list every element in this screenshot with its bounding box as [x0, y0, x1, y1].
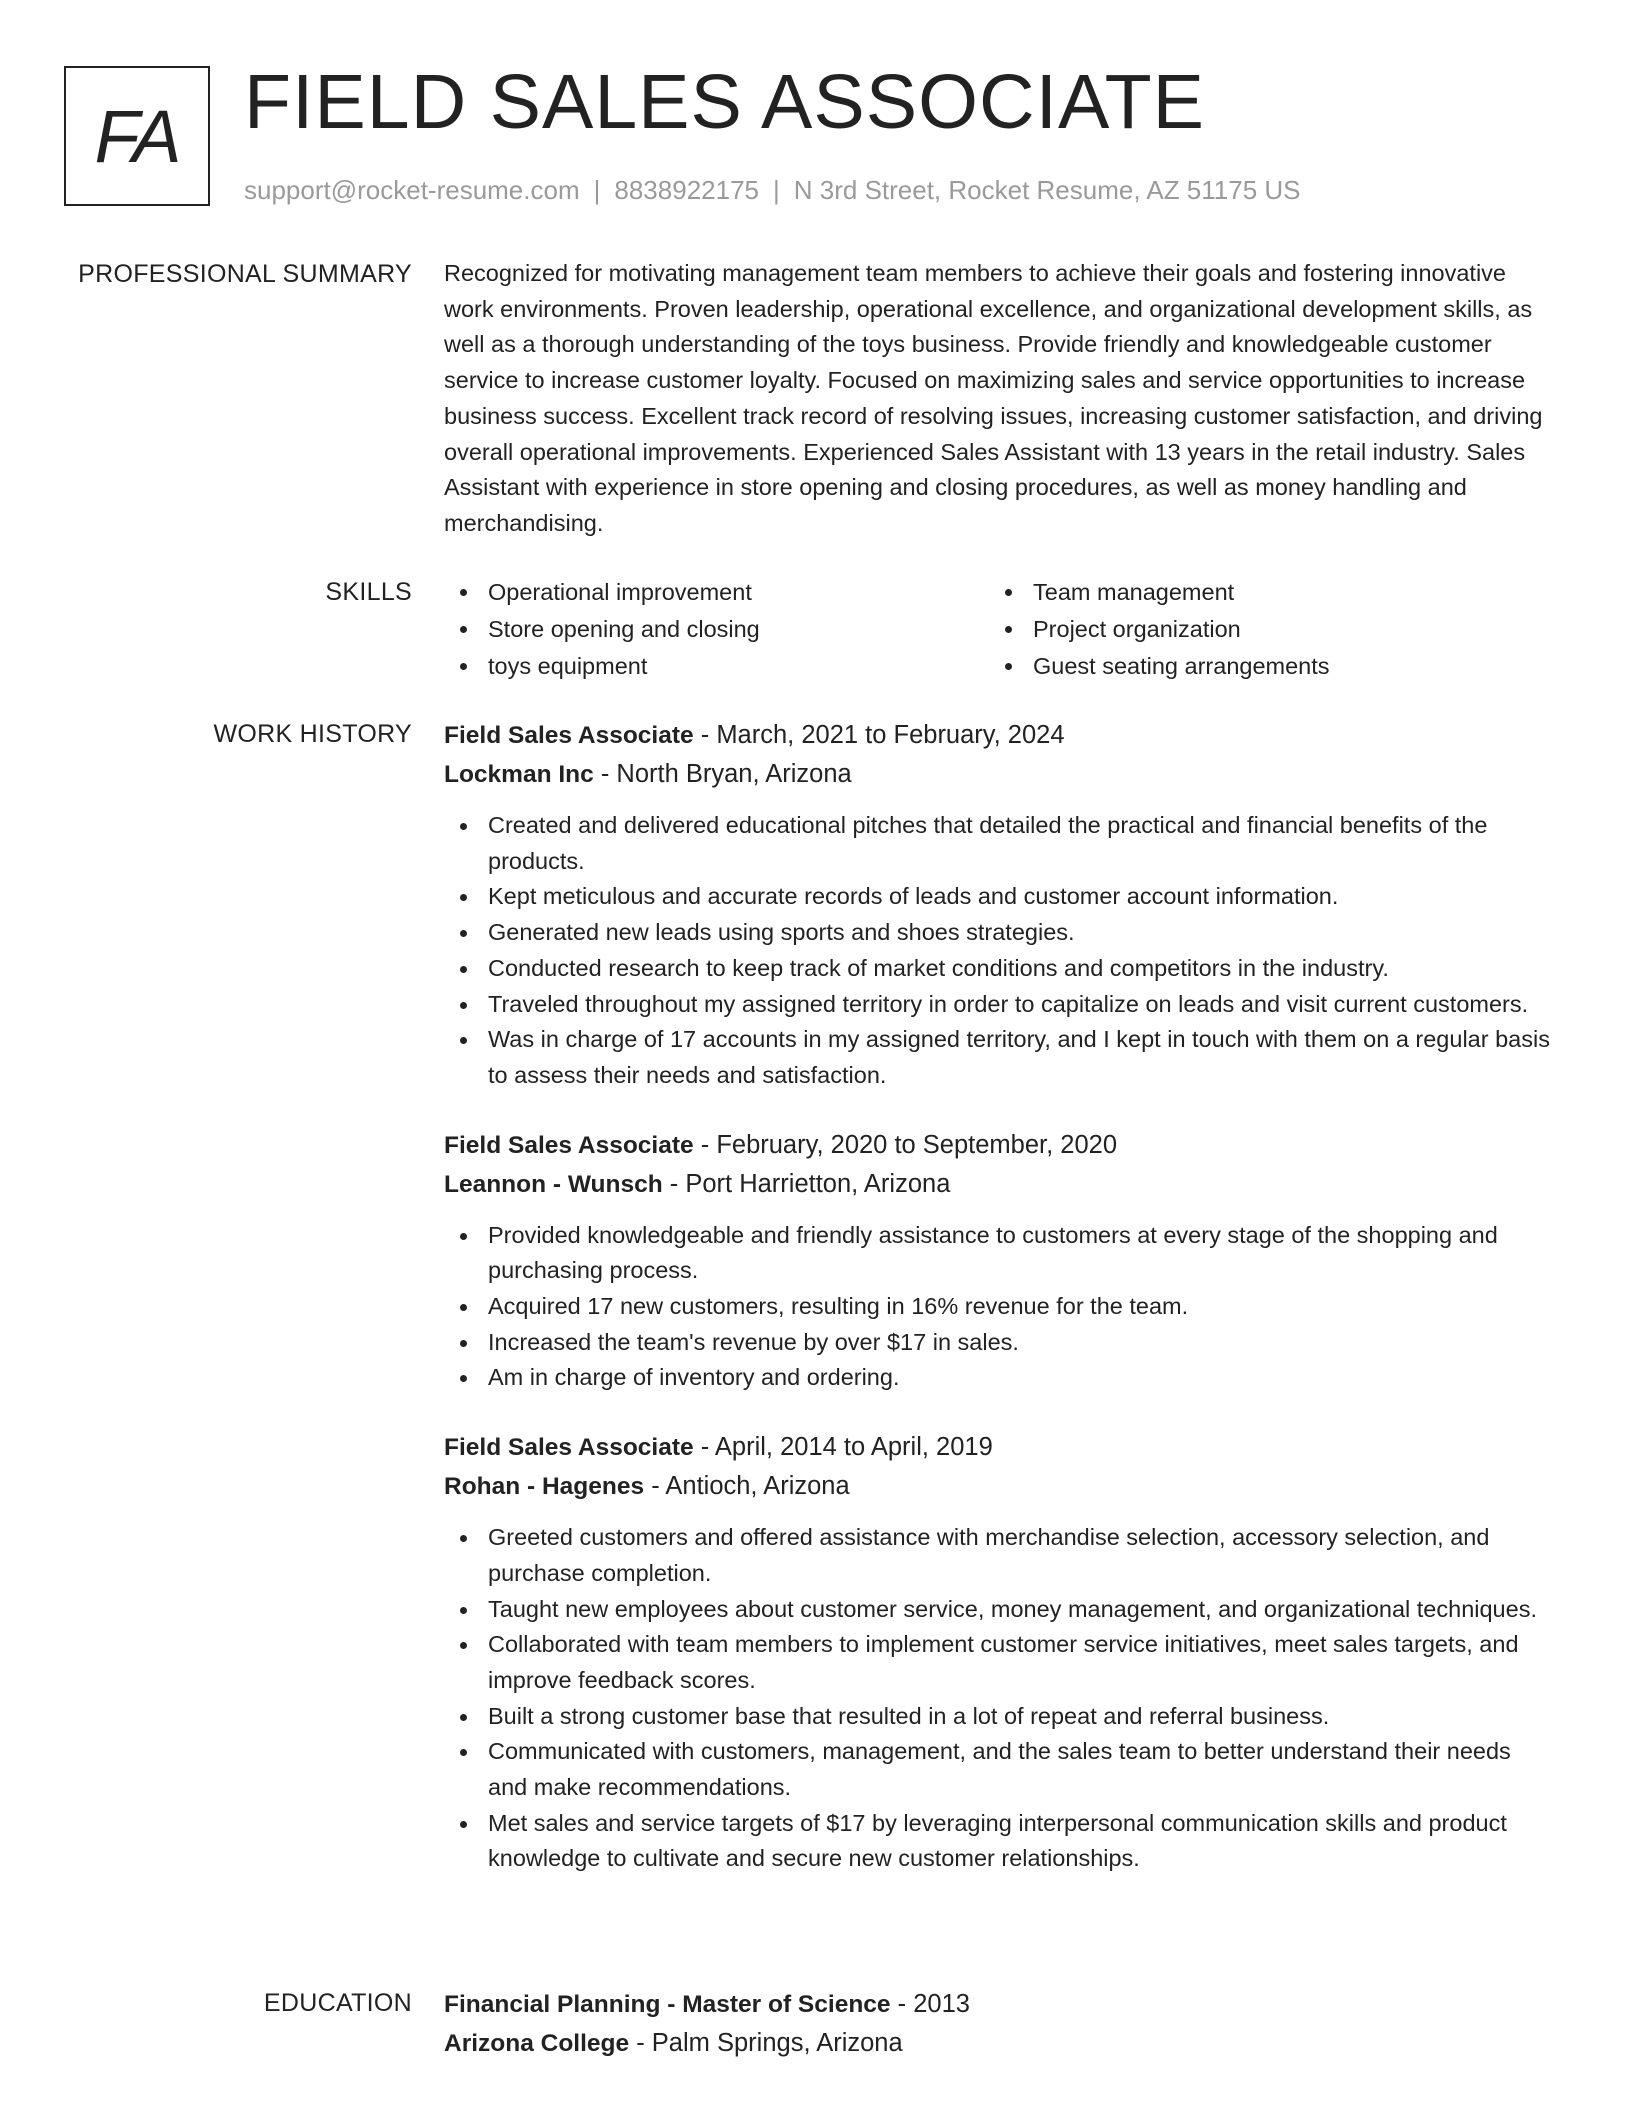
job-bullet: Was in charge of 17 accounts in my assigned territory, and I kept in touch with them on a regular basis to assess their needs and satisfaction.: [444, 1022, 1554, 1093]
job-title: Field Sales Associate: [444, 722, 694, 749]
education-location: - Palm Springs, Arizona: [629, 2029, 903, 2057]
work-history-label: WORK HISTORY: [213, 720, 412, 748]
job-bullet: Met sales and service targets of $17 by leveraging interpersonal communication skills and product knowledge to cultivate and secure new customer relationships.: [444, 1806, 1554, 1877]
skills-column-right: [989, 574, 1534, 685]
education-degree-line: [444, 1985, 1554, 2024]
job-bullets: [444, 808, 1554, 1094]
job-title: Field Sales Associate: [444, 1131, 694, 1159]
job-title: Field Sales Associate: [444, 1434, 694, 1462]
job-bullet: Am in charge of inventory and ordering.: [444, 1360, 1554, 1396]
job-company: Leannon - Wunsch: [444, 1170, 663, 1198]
job-location: - North Bryan, Arizona: [593, 760, 852, 788]
job-bullet: Conducted research to keep track of market conditions and competitors in the industry.: [444, 951, 1554, 987]
job-bullets: [444, 1218, 1554, 1397]
job-bullet: Traveled throughout my assigned territory in order to capitalize on leads and visit current customers.: [444, 987, 1554, 1023]
job-bullet: Kept meticulous and accurate records of leads and customer account information.: [444, 879, 1554, 915]
job-bullet: Built a strong customer base that resulted in a lot of repeat and referral business.: [444, 1699, 1554, 1735]
job-dates: - April, 2014 to April, 2019: [693, 1433, 993, 1462]
job-entry: [444, 716, 1554, 1094]
skill-item: toys equipment: [444, 648, 989, 685]
skills-label: SKILLS: [325, 578, 412, 606]
job-entry: [444, 1126, 1554, 1397]
contact-phone: 8838922175: [614, 175, 759, 205]
job-bullet: Acquired 17 new customers, resulting in 16% revenue for the team.: [444, 1289, 1554, 1325]
monogram-initials: FA: [94, 94, 180, 178]
job-bullets: [444, 1520, 1554, 1877]
job-title-line: [444, 1428, 1554, 1467]
summary-text: Recognized for motivating management team members to achieve their goals and fostering innovative work environments. Proven leadership, operational excellence, and organizational development skills, as well as a thorough understanding of the toys business. Provide friendly and knowledgeable customer service to increase customer loyalty. Focused on maximizing sales and service opportunities to increase business success. Excellent track record of resolving issues, increasing customer satisfaction, and driving overall operational improvements. Experienced Sales Assistant with 13 years in the retail industry. Sales Assistant with experience in store opening and closing procedures, as well as money handling and merchandising.: [444, 260, 1543, 536]
education-school: Arizona College: [444, 2030, 630, 2057]
job-location: - Antioch, Arizona: [644, 1472, 850, 1501]
education-degree: Financial Planning - Master of Science: [444, 1991, 891, 2018]
summary-label: PROFESSIONAL SUMMARY: [78, 260, 412, 288]
job-location: - Port Harrietton, Arizona: [662, 1169, 951, 1198]
job-bullet: Greeted customers and offered assistance with merchandise selection, accessory selection, and purchase completion.: [444, 1520, 1554, 1591]
contact-address: N 3rd Street, Rocket Resume, AZ 51175 US: [793, 175, 1301, 205]
education-school-line: [444, 2024, 1554, 2063]
skill-item: Store opening and closing: [444, 611, 989, 648]
job-dates: - February, 2020 to September, 2020: [693, 1130, 1118, 1159]
contact-separator: |: [593, 175, 601, 205]
job-dates: - March, 2021 to February, 2024: [693, 721, 1065, 749]
job-entry: [444, 1428, 1554, 1877]
skill-item: Project organization: [989, 611, 1534, 648]
resume-title: FIELD SALES ASSOCIATE: [244, 59, 1206, 145]
job-bullet: Provided knowledgeable and friendly assistance to customers at every stage of the shopping and purchasing process.: [444, 1218, 1554, 1289]
skill-item: Team management: [989, 574, 1534, 611]
job-company-line: [444, 1467, 1554, 1506]
job-title-line: [444, 1126, 1554, 1165]
job-company-line: [444, 755, 1554, 794]
job-title-line: [444, 716, 1554, 755]
education-year: - 2013: [890, 1990, 970, 2018]
job-bullet: Communicated with customers, management, and the sales team to better understand their needs and make recommendations.: [444, 1734, 1554, 1805]
job-company-line: [444, 1165, 1554, 1204]
contact-line: [244, 174, 1301, 206]
job-bullet: Created and delivered educational pitches that detailed the practical and financial benefits of the products.: [444, 808, 1554, 879]
job-bullet: Collaborated with team members to implement customer service initiatives, meet sales targets, and improve feedback scores.: [444, 1627, 1554, 1698]
skill-item: Operational improvement: [444, 574, 989, 611]
education-label: EDUCATION: [263, 1989, 412, 2017]
job-bullet: Taught new employees about customer service, money management, and organizational techniques.: [444, 1592, 1554, 1628]
job-company: Lockman Inc: [444, 761, 594, 788]
skills-column-left: [444, 574, 989, 685]
job-bullet: Increased the team's revenue by over $17 in sales.: [444, 1325, 1554, 1361]
monogram-box: [64, 66, 210, 206]
job-bullet: Generated new leads using sports and shoes strategies.: [444, 915, 1554, 951]
job-company: Rohan - Hagenes: [444, 1473, 645, 1501]
contact-separator: |: [773, 175, 780, 205]
skill-item: Guest seating arrangements: [989, 648, 1534, 685]
contact-email: support@rocket-resume.com: [244, 175, 580, 205]
